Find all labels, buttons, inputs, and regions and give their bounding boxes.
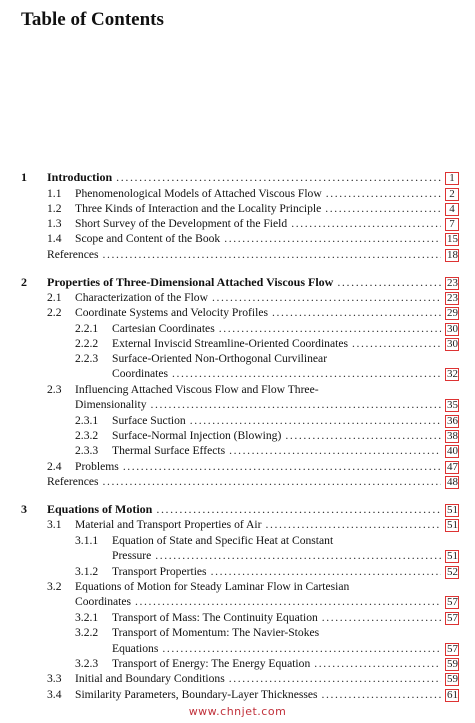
toc-entry-title: Transport of Energy: The Energy Equation xyxy=(112,657,311,670)
dot-leader xyxy=(322,687,441,702)
page-number-link[interactable]: 30 xyxy=(447,323,458,335)
dot-leader xyxy=(291,216,441,231)
page-number-link[interactable]: 18 xyxy=(447,249,458,261)
dot-leader xyxy=(190,413,441,428)
toc-entry-title: Introduction xyxy=(47,170,113,184)
toc-entry-number: 3.1.1 xyxy=(75,534,99,547)
toc-entry-title: Properties of Three-Dimensional Attached Viscous Flow xyxy=(47,275,334,289)
page-title: Table of Contents xyxy=(21,9,164,30)
toc-entry[interactable] xyxy=(75,351,459,366)
toc-entry-title: Transport Properties xyxy=(112,565,207,578)
dot-leader xyxy=(352,336,441,351)
toc-entry-number: 2.3.1 xyxy=(75,414,99,427)
toc-entry-title: Influencing Attached Viscous Flow and Flow Three- xyxy=(75,383,319,396)
page-number-link[interactable]: 57 xyxy=(447,643,458,655)
toc-entry-title: Surface-Oriented Non-Orthogonal Curvilinear xyxy=(112,352,328,365)
dot-leader xyxy=(326,186,441,201)
toc-entry-number: 1.3 xyxy=(47,217,62,230)
toc-entry-title: External Inviscid Streamline-Oriented Coordinates xyxy=(112,337,348,350)
toc-entry[interactable] xyxy=(75,336,459,351)
toc-entry-number: 2.3.3 xyxy=(75,444,99,457)
dot-leader xyxy=(337,275,441,290)
toc-entry-number: 1.4 xyxy=(47,232,62,245)
toc-entry[interactable] xyxy=(75,533,459,548)
page-number-link[interactable]: 61 xyxy=(447,689,458,701)
toc-entry-title: Three Kinds of Interaction and the Locality Principle xyxy=(75,202,322,215)
toc-entry[interactable] xyxy=(75,443,459,458)
toc-chapter-entry[interactable] xyxy=(21,275,459,290)
page-number-link[interactable]: 2 xyxy=(445,188,459,201)
page-number-link[interactable]: 51 xyxy=(447,519,458,531)
toc-entry-number: 2.3 xyxy=(47,383,62,396)
dot-leader xyxy=(155,548,441,563)
toc-entry-title: Pressure xyxy=(112,549,152,562)
toc-entry-number: 3.4 xyxy=(47,688,62,701)
toc-entry-number: 3.2.2 xyxy=(75,626,99,639)
toc-entry-number: 2.4 xyxy=(47,460,62,473)
dot-leader xyxy=(172,366,441,381)
page-number-link[interactable]: 51 xyxy=(447,550,458,562)
dot-leader xyxy=(103,247,442,262)
toc-entry[interactable] xyxy=(47,517,459,532)
toc-entry-number: 2.2 xyxy=(47,306,62,319)
toc-entry-number: 2.2.1 xyxy=(75,322,99,335)
toc-entry[interactable] xyxy=(47,186,459,201)
toc-entry-title: Coordinate Systems and Velocity Profiles xyxy=(75,306,268,319)
dot-leader xyxy=(212,290,441,305)
toc-entry-title: Equations xyxy=(112,642,159,655)
page-number-link[interactable]: 57 xyxy=(447,596,458,608)
toc-entry[interactable] xyxy=(47,231,459,246)
toc-entry[interactable] xyxy=(47,671,459,686)
toc-entry[interactable] xyxy=(47,201,459,216)
toc-entry[interactable] xyxy=(47,687,459,702)
toc-entry[interactable] xyxy=(75,594,459,609)
toc-entry-number: 3.2 xyxy=(47,580,62,593)
toc-entry[interactable] xyxy=(75,656,459,671)
toc-entry-number: 3.1.2 xyxy=(75,565,99,578)
dot-leader xyxy=(123,459,441,474)
toc-entry[interactable] xyxy=(112,641,459,656)
dot-leader xyxy=(224,231,441,246)
page-number-link[interactable]: 4 xyxy=(445,203,459,216)
toc-entry-title: Problems xyxy=(75,460,119,473)
toc-entry-number: 1.1 xyxy=(47,187,62,200)
page-number-link[interactable]: 15 xyxy=(447,233,458,245)
page-number-link[interactable]: 57 xyxy=(447,612,458,624)
toc-entry[interactable] xyxy=(47,290,459,305)
toc-entry-title: Transport of Momentum: The Navier-Stokes xyxy=(112,626,320,639)
toc-entry-title: Coordinates xyxy=(75,595,132,608)
toc-entry-title: Initial and Boundary Conditions xyxy=(75,672,225,685)
toc-entry[interactable] xyxy=(47,474,459,489)
toc-entry-title: Transport of Mass: The Continuity Equation xyxy=(112,611,318,624)
toc-entry[interactable] xyxy=(112,366,459,381)
toc-entry[interactable] xyxy=(75,610,459,625)
page-number-link[interactable]: 48 xyxy=(447,476,458,488)
dot-leader xyxy=(272,305,441,320)
dot-leader xyxy=(314,656,441,671)
toc-entry-title: Cartesian Coordinates xyxy=(112,322,215,335)
dot-leader xyxy=(116,170,441,185)
toc-entry[interactable] xyxy=(47,305,459,320)
toc-entry-number: 2.2.3 xyxy=(75,352,99,365)
toc-entry-title: Characterization of the Flow xyxy=(75,291,208,304)
toc-entry-title: Surface-Normal Injection (Blowing) xyxy=(112,429,282,442)
dot-leader xyxy=(162,641,441,656)
dot-leader xyxy=(156,502,441,517)
toc-entry-title: Scope and Content of the Book xyxy=(75,232,221,245)
toc-entry-title: Equations of Motion for Steady Laminar Flow in Cartesian xyxy=(75,580,350,593)
toc-entry[interactable] xyxy=(112,548,459,563)
toc-entry-title: Short Survey of the Development of the Field xyxy=(75,217,288,230)
toc-entry-number: 2.3.2 xyxy=(75,429,99,442)
watermark: www.chnjet.com xyxy=(188,705,287,718)
toc-entry-title: Equations of Motion xyxy=(47,502,153,516)
toc-entry[interactable] xyxy=(75,564,459,579)
toc-entry-title: Phenomenological Models of Attached Viscous Flow xyxy=(75,187,322,200)
toc-entry[interactable] xyxy=(75,428,459,443)
page-number-link[interactable]: 47 xyxy=(447,461,458,473)
dot-leader xyxy=(229,671,441,686)
page-number-link[interactable]: 23 xyxy=(447,277,458,289)
page-number-link[interactable]: 40 xyxy=(447,445,458,457)
dot-leader xyxy=(285,428,441,443)
dot-leader xyxy=(103,474,442,489)
dot-leader xyxy=(322,610,441,625)
page-number-link[interactable]: 29 xyxy=(447,307,458,319)
toc-entry-title: Material and Transport Properties of Air xyxy=(75,518,262,531)
toc-entry[interactable] xyxy=(47,459,459,474)
toc-entry-number: 1 xyxy=(21,170,27,184)
toc-entry[interactable] xyxy=(47,216,459,231)
dot-leader xyxy=(325,201,441,216)
toc-entry-title: Coordinates xyxy=(112,367,169,380)
page-number-link[interactable]: 52 xyxy=(447,566,458,578)
toc-entry-title: Similarity Parameters, Boundary-Layer Thicknesses xyxy=(75,688,318,701)
toc-chapter-entry[interactable] xyxy=(21,170,459,185)
dot-leader xyxy=(135,594,441,609)
toc-entry[interactable] xyxy=(75,397,459,412)
page-number-link[interactable]: 35 xyxy=(447,399,458,411)
page-number-link[interactable]: 23 xyxy=(447,292,458,304)
toc-entry-number: 3.1 xyxy=(47,518,62,531)
toc-entry[interactable] xyxy=(47,247,459,262)
page-number-link[interactable]: 30 xyxy=(447,338,458,350)
toc-entry[interactable] xyxy=(75,413,459,428)
dot-leader xyxy=(229,443,441,458)
toc-entry[interactable] xyxy=(47,382,459,397)
toc-entry-title: References xyxy=(47,475,99,488)
page-number-link[interactable]: 7 xyxy=(445,218,459,231)
toc-entry[interactable] xyxy=(75,625,459,640)
toc-entry-title: Equation of State and Specific Heat at Constant xyxy=(112,534,334,547)
toc-entry-number: 2.1 xyxy=(47,291,62,304)
toc-entry-number: 3.2.1 xyxy=(75,611,99,624)
toc-entry[interactable] xyxy=(47,579,459,594)
toc-chapter-entry[interactable] xyxy=(21,502,459,517)
toc-entry-title: Surface Suction xyxy=(112,414,186,427)
toc-entry-number: 3 xyxy=(21,502,27,516)
page-number-link[interactable]: 38 xyxy=(447,430,458,442)
dot-leader xyxy=(211,564,441,579)
toc-entry-number: 2.2.2 xyxy=(75,337,99,350)
dot-leader xyxy=(151,397,442,412)
toc-entry-number: 3.3 xyxy=(47,672,62,685)
page-number-link[interactable]: 1 xyxy=(445,172,459,185)
toc-entry-number: 1.2 xyxy=(47,202,62,215)
dot-leader xyxy=(265,517,441,532)
dot-leader xyxy=(219,321,441,336)
toc-entry-title: References xyxy=(47,248,99,261)
page-number-link[interactable]: 32 xyxy=(447,368,458,380)
toc-entry-number: 2 xyxy=(21,275,27,289)
toc-entry-title: Thermal Surface Effects xyxy=(112,444,226,457)
page-number-link[interactable]: 36 xyxy=(447,415,458,427)
page-number-link[interactable]: 59 xyxy=(447,673,458,685)
page-number-link[interactable]: 51 xyxy=(447,504,458,516)
page-number-link[interactable]: 59 xyxy=(447,658,458,670)
toc-entry-title: Dimensionality xyxy=(75,398,147,411)
toc-entry[interactable] xyxy=(75,321,459,336)
toc-entry-number: 3.2.3 xyxy=(75,657,99,670)
